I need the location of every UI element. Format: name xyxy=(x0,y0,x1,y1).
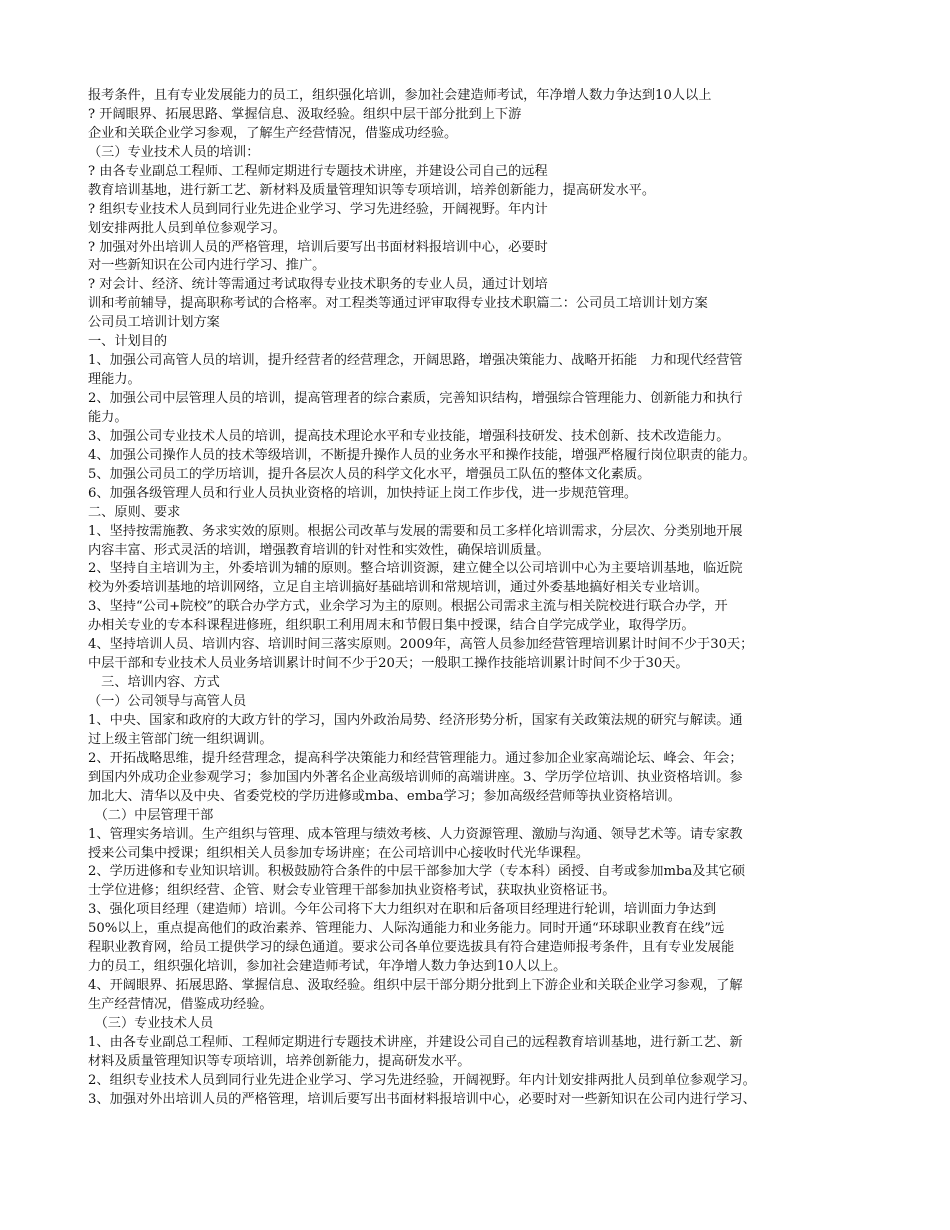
text-line: 报考条件，且有专业发展能力的员工，组织强化培训，参加社会建造师考试，年净增人数力争达到10人以上 xyxy=(88,88,712,103)
text-line: 1、由各专业副总工程师、工程师定期进行专题技术讲座，并建设公司自己的远程教育培训基地，进行新工艺、新 xyxy=(88,1034,743,1050)
text-line: 3、坚持“公司+院校”的联合办学方式，业余学习为主的原则。根据公司需求主流与相关院校进行联合办学，开 xyxy=(88,599,728,615)
text-line: 2、组织专业技术人员到同行业先进企业学习、学习先进经验，开阔视野。年内计划安排两批人员到单位参观学习。 xyxy=(88,1072,756,1088)
text-line: 一、计划目的 xyxy=(88,334,168,350)
text-line: 内容丰富、形式灵活的培训，增强教育培训的针对性和实效性，确保培训质量。 xyxy=(88,542,550,558)
text-line: ? 组织专业技术人员到同行业先进企业学习、学习先进经验，开阔视野。年内计 xyxy=(88,201,548,217)
text-line: 企业和关联企业学习参观，了解生产经营情况，借鉴成功经验。 xyxy=(88,125,458,141)
text-line: 5、加强公司员工的学历培训，提升各层次人员的科学文化水平，增强员工队伍的整体文化素质。 xyxy=(88,466,651,482)
text-line: 程职业教育网，给员工提供学习的绿色通道。要求公司各单位要选拔具有符合建造师报考条件，且有专业发展能 xyxy=(88,940,735,956)
text-line: ? 开阔眼界、拓展思路、掌握信息、汲取经验。组织中层干部分批到上下游 xyxy=(88,106,522,122)
text-line: 3、加强公司专业技术人员的培训，提高技术理论水平和专业技能，增强科技研发、技术创新、技术改造能力。 xyxy=(88,428,730,444)
text-line: 1、中央、国家和政府的大政方针的学习，国内外政治局势、经济形势分析，国家有关政策法规的研究与解读。通 xyxy=(88,712,743,728)
text-line: 对一些新知识在公司内进行学习、推广。 xyxy=(88,258,326,274)
text-line: 4、坚持培训人员、培训内容、培训时间三落实原则。2009年，高管人员参加经营管理培训累计时间不少于30天； xyxy=(88,637,754,653)
text-line: （一）公司领导与高管人员 xyxy=(88,694,247,709)
text-line: 2、坚持自主培训为主，外委培训为辅的原则。整合培训资源，建立健全以公司培训中心为主要培训基地，临近院 xyxy=(88,561,743,577)
text-line: 生产经营情况，借鉴成功经验。 xyxy=(88,997,273,1012)
text-line: 1、加强公司高管人员的培训，提升经营者的经营理念，开阔思路，增强决策能力、战略开拓能 力和现代经营管 xyxy=(88,353,743,369)
text-line: 公司员工培训计划方案 xyxy=(88,315,220,331)
text-line: （三）专业技术人员 xyxy=(88,1015,214,1031)
text-line: 4、加强公司操作人员的技术等级培训，不断提升操作人员的业务水平和操作技能，增强严格履行岗位职责的能力。 xyxy=(88,447,756,463)
text-line: 50%以上，重点提高他们的政治素养、管理能力、人际沟通能力和业务能力。同时开通“环球职业教育在线”远 xyxy=(88,921,725,937)
text-line: 划安排两批人员到单位参观学习。 xyxy=(88,220,286,236)
text-line: 2、加强公司中层管理人员的培训，提高管理者的综合素质，完善知识结构，增强综合管理能力、创新能力和执行 xyxy=(88,391,743,406)
text-line: （二）中层管理干部 xyxy=(88,807,214,823)
text-line: 授来公司集中授课；组织相关人员参加专场讲座；在公司培训中心接收时代光华课程。 xyxy=(88,845,590,861)
text-line: （三）专业技术人员的培训： xyxy=(88,144,260,160)
text-line: 4、开阔眼界、拓展思路、掌握信息、汲取经验。组织中层干部分期分批到上下游企业和关联企业学习参观，了解 xyxy=(88,978,743,994)
text-line: 加北大、清华以及中央、省委党校的学历进修或mba、emba学习；参加高级经营师等执业资格培训。 xyxy=(88,788,681,804)
text-line: 三、培训内容、方式 xyxy=(88,675,220,691)
text-line: ? 由各专业副总工程师、工程师定期进行专题技术讲座，并建设公司自己的远程 xyxy=(88,163,548,179)
text-line: 校为外委培训基地的培训网络，立足自主培训搞好基础培训和常规培训，通过外委基地搞好相关专业培训。 xyxy=(88,580,708,596)
text-line: 6、加强各级管理人员和行业人员执业资格的培训，加快持证上岗工作步伐，进一步规范管理。 xyxy=(88,485,638,501)
text-line: 1、坚持按需施教、务求实效的原则。根据公司改革与发展的需要和员工多样化培训需求，分层次、分类别地开展 xyxy=(88,523,743,539)
text-line: 2、学历进修和专业知识培训。积极鼓励符合条件的中层干部参加大学（专本科）函授、自考或参加mba及其它硕 xyxy=(88,864,746,880)
text-line: 力的员工，组织强化培训，参加社会建造师考试，年净增人数力争达到10人以上。 xyxy=(88,959,567,975)
text-line: 2、开拓战略思维，提升经营理念，提高科学决策能力和经营管理能力。通过参加企业家高端论坛、峰会、年会； xyxy=(88,750,743,766)
text-line: 中层干部和专业技术人员业务培训累计时间不少于20天；一般职工操作技能培训累计时间不少于30天。 xyxy=(88,656,689,672)
text-line: ? 加强对外出培训人员的严格管理，培训后要写出书面材料报培训中心，必要时 xyxy=(88,239,548,255)
text-line: 3、强化项目经理（建造师）培训。今年公司将下大力组织对在职和后备项目经理进行轮训，培训面力争达到 xyxy=(88,902,717,918)
text-line: 能力。 xyxy=(88,409,128,425)
text-line: 3、加强对外出培训人员的严格管理，培训后要写出书面材料报培训中心，必要时对一些新知识在公司内进行学习、 xyxy=(88,1091,756,1107)
text-line: 士学位进修；组织经营、企管、财会专业管理干部参加执业资格考试，获取执业资格证书。 xyxy=(88,883,616,899)
text-line: 过上级主管部门统一组织调训。 xyxy=(88,731,273,747)
text-line: 教育培训基地，进行新工艺、新材料及质量管理知识等专项培训，培养创新能力，提高研发水平。 xyxy=(88,182,656,198)
text-line: 二、原则、要求 xyxy=(88,504,181,520)
text-line: 理能力。 xyxy=(88,372,141,388)
text-line: 到国内外成功企业参观学习；参加国内外著名企业高级培训师的高端讲座。3、学历学位培训、执业资格培训。参 xyxy=(88,769,743,785)
text-line: ? 对会计、经济、统计等需通过考试取得专业技术职务的专业人员，通过计划培 xyxy=(88,277,548,293)
text-line: 材料及质量管理知识等专项培训，培养创新能力，提高研发水平。 xyxy=(88,1053,471,1069)
text-line: 训和考前辅导，提高职称考试的合格率。对工程类等通过评审取得专业技术职篇二：公司员工培训计划方案 xyxy=(88,296,708,312)
document-body xyxy=(88,87,868,1110)
text-line: 办相关专业的专本科课程进修班，组织职工利用周末和节假日集中授课，结合自学完成学业，取得学历。 xyxy=(88,618,695,634)
text-line: 1、管理实务培训。生产组织与管理、成本管理与绩效考核、人力资源管理、激励与沟通、领导艺术等。请专家教 xyxy=(88,826,743,842)
